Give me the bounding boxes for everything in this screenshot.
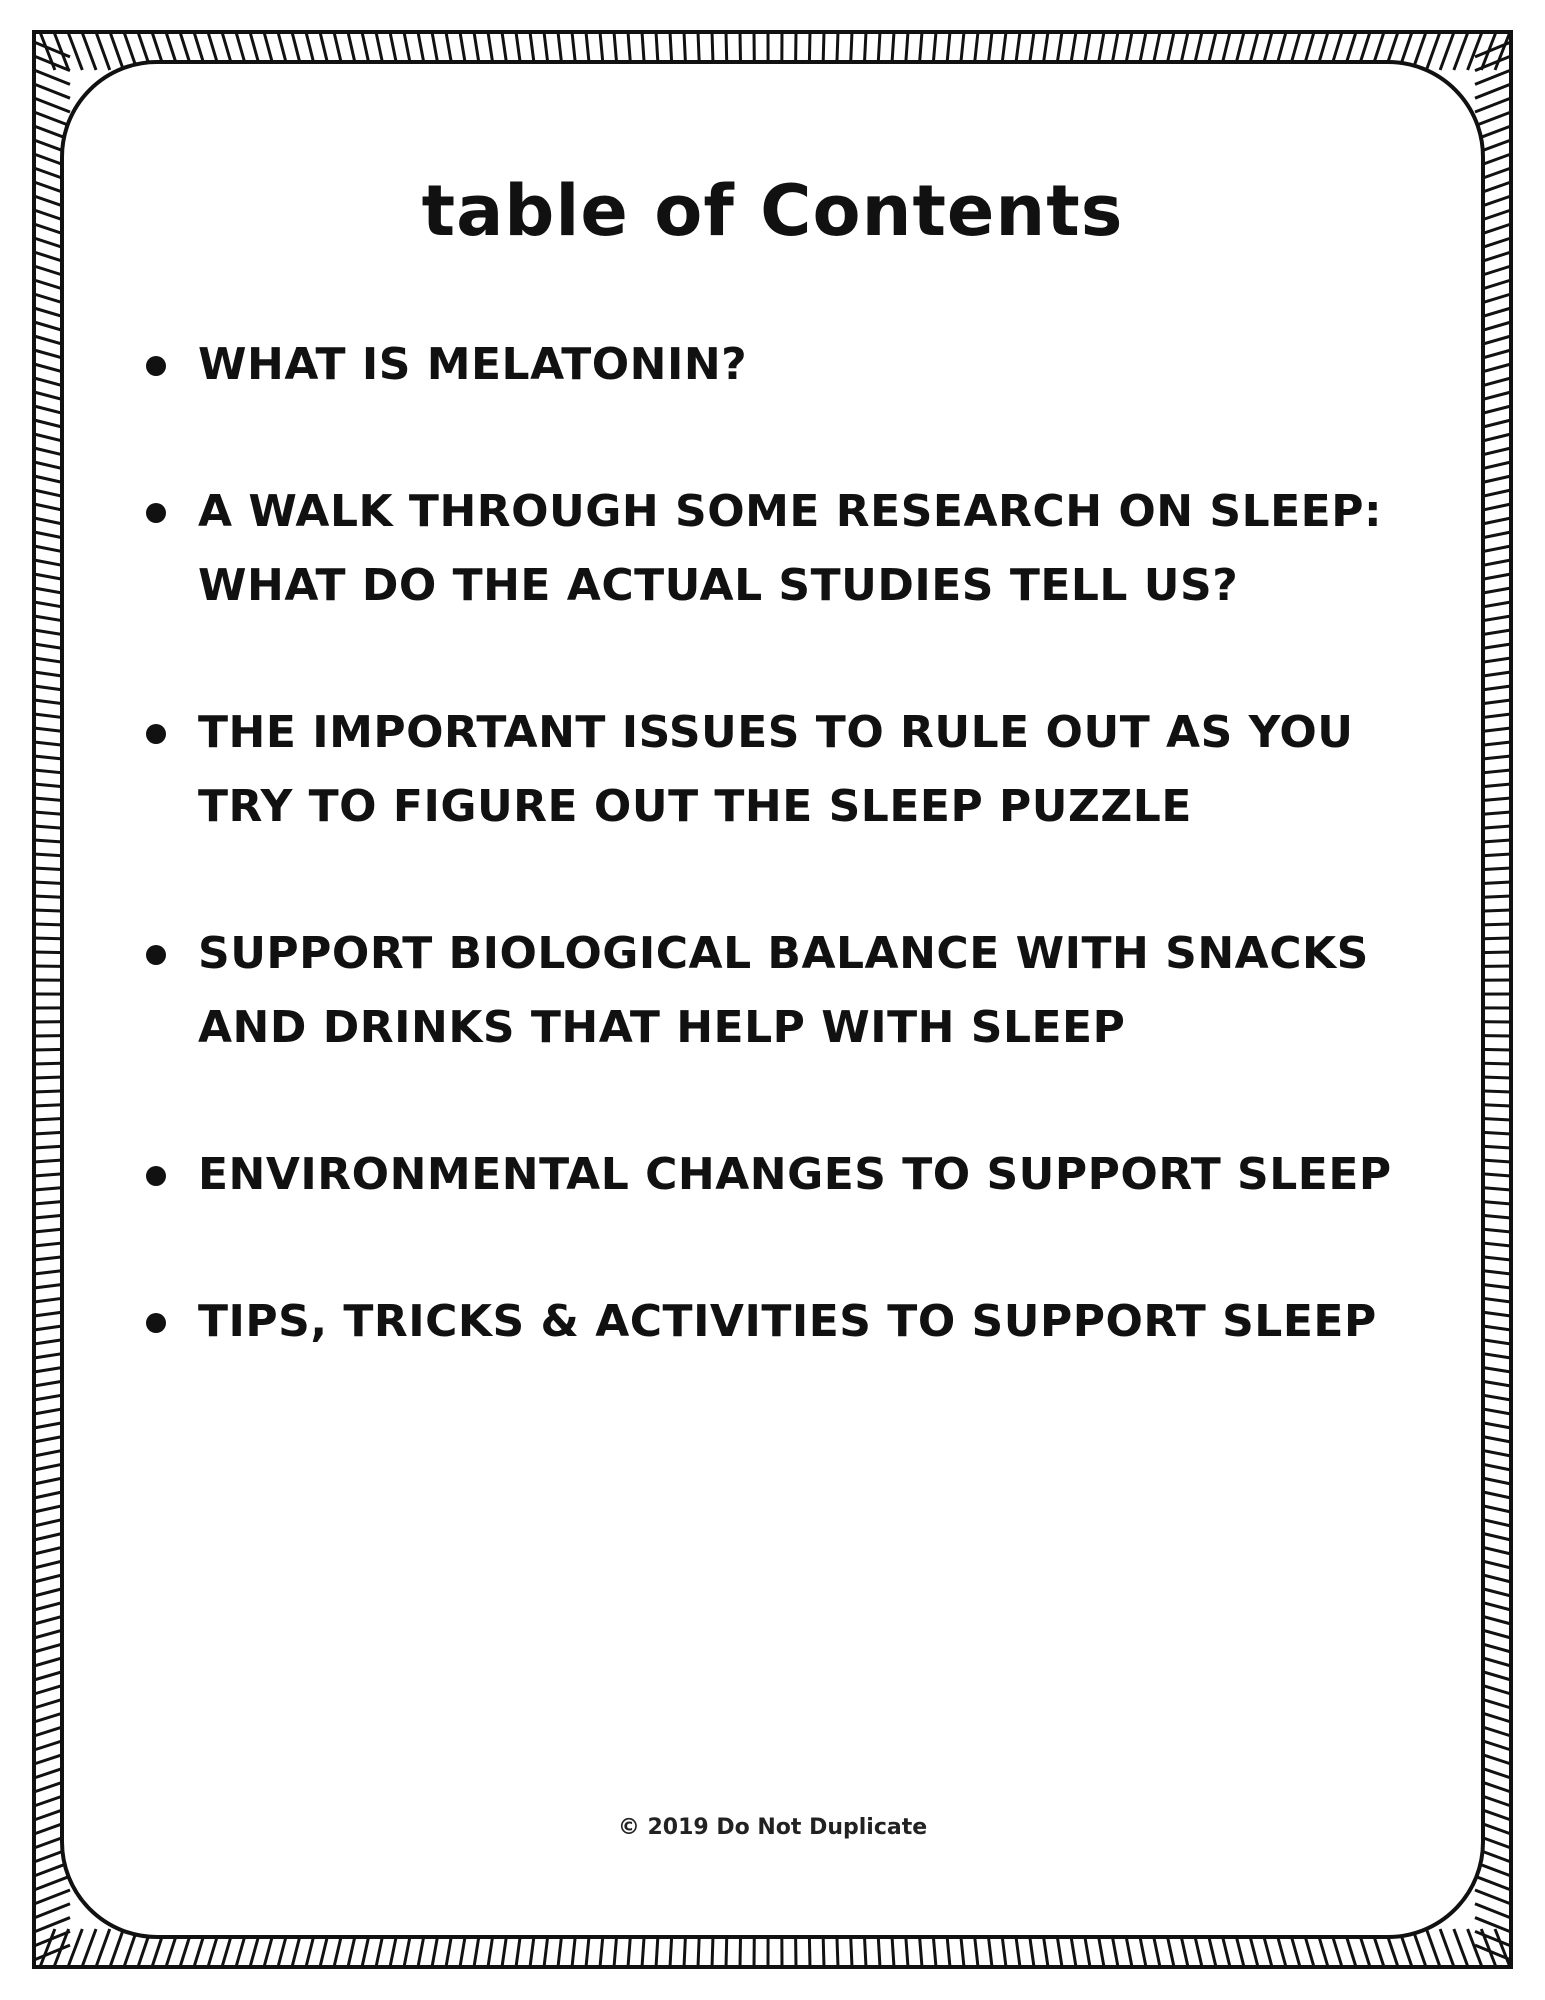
bullet-icon bbox=[146, 1313, 166, 1333]
toc-item-label: A WALK THROUGH SOME RESEARCH ON SLEEP: WHAT DO THE ACTUAL STUDIES TELL US? bbox=[198, 486, 1383, 611]
toc-item-label: ENVIRONMENTAL CHANGES TO SUPPORT SLEEP bbox=[198, 1149, 1392, 1200]
toc-item bbox=[140, 475, 1440, 623]
toc-item-label: THE IMPORTANT ISSUES TO RULE OUT AS YOU TRY TO FIGURE OUT THE SLEEP PUZZLE bbox=[198, 707, 1354, 832]
toc-item bbox=[140, 1285, 1440, 1359]
bullet-icon bbox=[146, 945, 166, 965]
bullet-icon bbox=[146, 503, 166, 523]
toc-item-label: SUPPORT BIOLOGICAL BALANCE WITH SNACKS AND DRINKS THAT HELP WITH SLEEP bbox=[198, 928, 1369, 1053]
toc-item bbox=[140, 917, 1440, 1065]
toc-item-label: WHAT IS MELATONIN? bbox=[198, 339, 748, 390]
toc-list bbox=[140, 328, 1440, 1359]
bullet-icon bbox=[146, 356, 166, 376]
copyright-footer: © 2019 Do Not Duplicate bbox=[617, 1815, 928, 1840]
toc-item-label: TIPS, TRICKS & ACTIVITIES TO SUPPORT SLEEP bbox=[198, 1296, 1377, 1347]
toc-item bbox=[140, 1138, 1440, 1212]
bullet-icon bbox=[146, 724, 166, 744]
toc-item bbox=[140, 328, 1440, 402]
toc-item bbox=[140, 696, 1440, 844]
page-title: table of Contents bbox=[421, 170, 1124, 252]
bullet-icon bbox=[146, 1166, 166, 1186]
